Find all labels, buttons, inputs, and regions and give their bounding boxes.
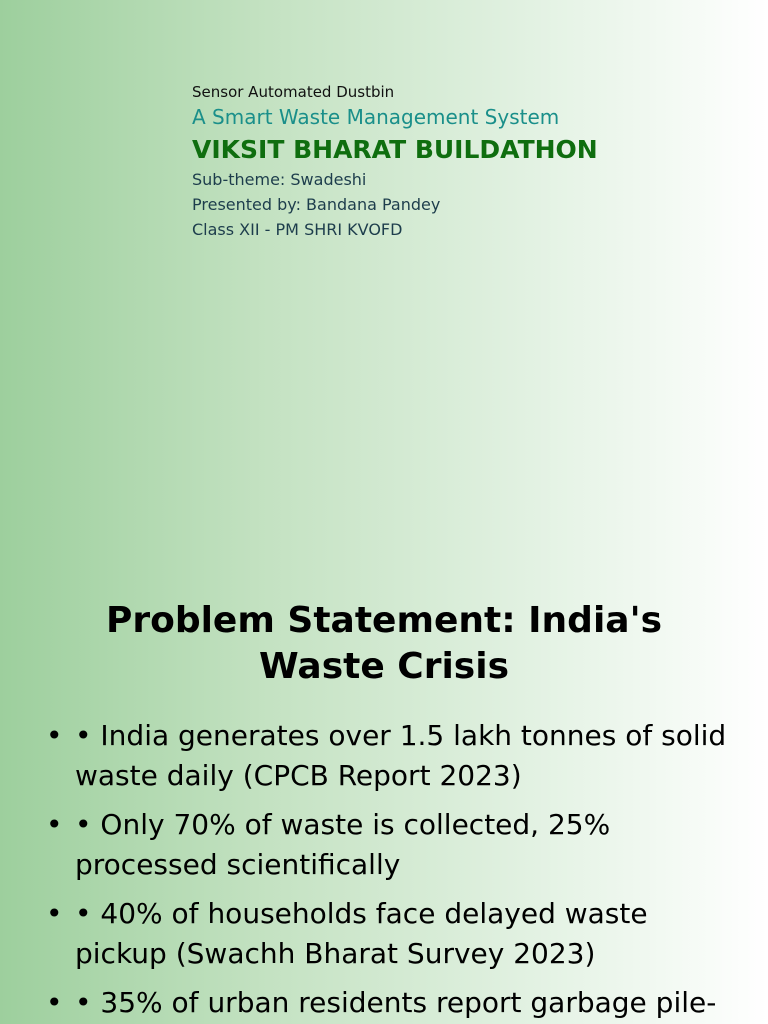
class-info-text: Class XII - PM SHRI KVOFD (192, 220, 403, 239)
bullet-marker: • (46, 986, 63, 1019)
bullet-marker: • (46, 897, 63, 930)
presenter-text: Presented by: Bandana Pandey (192, 195, 441, 214)
bullet-marker: • (46, 719, 63, 752)
problem-bullet-list (40, 716, 730, 1024)
project-name: Sensor Automated Dustbin (192, 83, 395, 101)
title-block (192, 82, 712, 242)
event-title: VIKSIT BHARAT BUILDATHON (192, 135, 598, 164)
bullet-text: • 35% of urban residents report garbage pile- (75, 986, 717, 1019)
bullet-text: • 40% of households face delayed waste pickup (Swachh Bharat Survey 2023) (75, 897, 648, 970)
subtheme-text: Sub-theme: Swadeshi (192, 170, 367, 189)
bullet-text: • India generates over 1.5 lakh tonnes of solid waste daily (CPCB Report 2023) (75, 719, 727, 792)
list-item (40, 716, 730, 796)
project-subtitle: A Smart Waste Management System (192, 105, 560, 129)
bullet-text: • Only 70% of waste is collected, 25% processed scientifically (75, 808, 611, 881)
list-item (40, 805, 730, 885)
bullet-marker: • (46, 808, 63, 841)
list-item (40, 983, 730, 1023)
list-item (40, 894, 730, 974)
problem-statement-heading: Problem Statement: India's Waste Crisis (105, 600, 663, 687)
